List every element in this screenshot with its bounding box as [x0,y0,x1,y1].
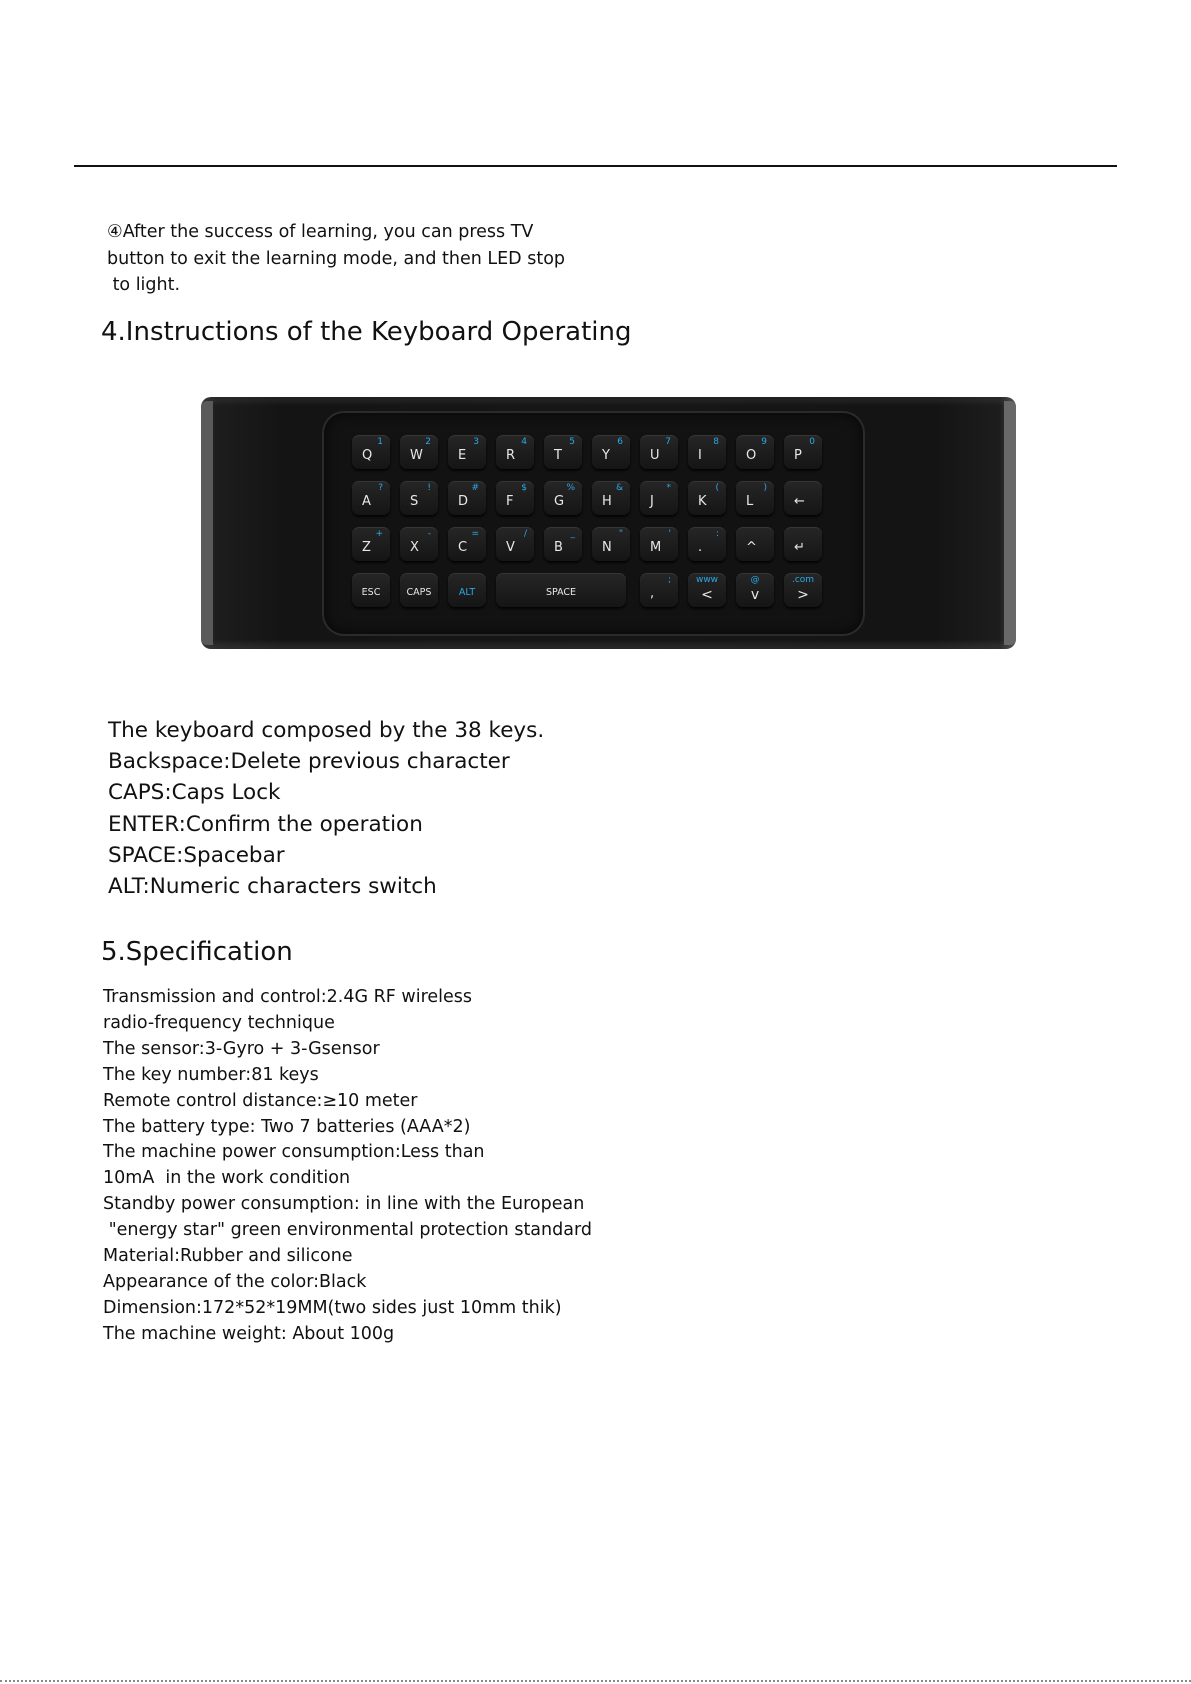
key [496,481,534,515]
key-alt-label: 4 [521,437,527,447]
spec-line: Appearance of the color:Black [103,1271,367,1292]
key-label: ESC [361,587,381,598]
key-alt-label: $ [521,483,527,493]
key-alt-label: @ [750,575,760,585]
section-5-heading: 5.Specification [101,937,293,967]
key-label: H [602,494,612,509]
key [544,481,582,515]
key-alt-label: ) [763,483,767,493]
key-alt-label: 2 [425,437,431,447]
key-alt-label: 6 [617,437,623,447]
key-label: ← [794,494,805,509]
key [448,527,486,561]
key-alt-label: - [427,529,431,539]
key-label: L [746,494,754,509]
spec-line: The battery type: Two 7 batteries (AAA*2) [103,1116,471,1137]
remote-right-edge [1004,401,1016,645]
key-label: ↵ [794,540,805,555]
key-alt-label: 9 [761,437,767,447]
spec-line: The machine weight: About 100g [103,1323,395,1344]
key [352,527,390,561]
key [640,527,678,561]
comma-key [640,573,678,607]
key-label: S [410,494,419,509]
key-label: Z [362,540,371,555]
spec-line: radio-frequency technique [103,1012,335,1033]
key-alt-label: ! [427,483,431,493]
spec-line: Remote control distance:≥10 meter [103,1090,418,1111]
key-alt-label: : [715,529,719,539]
key [496,527,534,561]
spec-line: Material:Rubber and silicone [103,1246,353,1267]
key-label: M [650,540,662,555]
key-label: V [506,540,515,555]
spec-line: Transmission and control:2.4G RF wireless [103,987,473,1007]
key-alt-label: & [615,483,623,493]
key-alt-label: 0 [809,437,815,447]
key-alt-label: + [375,529,383,539]
key [352,481,390,515]
key-label: Y [602,448,610,463]
key [448,481,486,515]
key [736,527,774,561]
key-alt-label: 5 [569,437,575,447]
key-label: , [650,586,655,601]
key-alt-label: # [471,483,479,493]
key [496,435,534,469]
caps-key [400,573,438,607]
right-arrow-key [784,573,822,607]
section-4-heading: 4.Instructions of the Keyboard Operating [101,317,632,347]
key-alt-label: % [566,483,575,493]
key [640,481,678,515]
key-label: . [698,540,703,555]
key-alt-label: 7 [665,437,671,447]
key [592,527,630,561]
key-alt-label: ; [667,575,671,585]
key [400,481,438,515]
spec-line: "energy star" green environmental protection standard [103,1220,592,1241]
esc-key [352,573,390,607]
key-label: SPACE [545,587,577,598]
key-label: W [410,448,423,463]
key [784,435,822,469]
key-label: A [362,494,371,509]
key-alt-label: .com [791,575,815,585]
key-label: I [698,448,702,463]
key [592,435,630,469]
spec-line: The key number:81 keys [103,1064,319,1085]
instruction-line: Backspace:Delete previous character [108,749,510,775]
key-alt-label: " [618,529,623,539]
key-alt-label: ? [378,483,383,493]
instruction-line: CAPS:Caps Lock [108,780,281,806]
instruction-line: ALT:Numeric characters switch [108,874,437,900]
key-label: O [746,448,757,463]
key-label: G [554,494,565,509]
space-key [496,573,626,607]
keypad [322,411,865,636]
key-label: X [410,540,419,555]
remote-keyboard-image [201,397,1016,649]
key-label: B [554,540,563,555]
key-alt-label: 8 [713,437,719,447]
key-alt-label: ' [668,529,671,539]
key-label: CAPS [406,587,432,598]
key-label: F [506,494,514,509]
key [784,527,822,561]
key-label: D [458,494,469,509]
key-label: E [458,448,467,463]
key-label: U [650,448,660,463]
key [736,481,774,515]
key-label: ^ [746,540,757,555]
key-label: T [554,448,562,463]
key [400,527,438,561]
key [736,435,774,469]
header-rule [74,165,1117,167]
key [688,527,726,561]
key [400,435,438,469]
key [784,481,822,515]
key [592,481,630,515]
key [448,435,486,469]
key [688,481,726,515]
page-bottom-edge [0,1680,1191,1684]
spec-line: The sensor:3-Gyro + 3-Gsensor [103,1038,380,1059]
instruction-line: The keyboard composed by the 38 keys. [108,718,545,743]
key-alt-label: * [666,483,671,493]
key-label: N [602,540,612,555]
key-label: P [794,448,802,463]
key-label: C [458,540,468,555]
down-arrow-key [736,573,774,607]
instruction-line: ENTER:Confirm the operation [108,811,423,837]
down-chevron-icon: v [750,587,760,603]
key-label: ALT [458,587,476,598]
specification-list [103,985,592,1348]
left-chevron-icon: < [701,587,713,603]
alt-key [448,573,486,607]
right-chevron-icon: > [797,587,809,603]
spec-line: Dimension:172*52*19MM(two sides just 10mm thik) [103,1297,562,1318]
key-alt-label: www [695,575,719,585]
key-label: J [650,494,654,509]
key [544,435,582,469]
key-alt-label: 1 [377,437,383,447]
key-alt-label: _ [570,529,575,539]
key [688,435,726,469]
key-alt-label: / [523,529,527,539]
key-alt-label: = [471,529,479,539]
left-arrow-key [688,573,726,607]
learning-note: ④After the success of learning, you can press TV button to exit the learning mode, and then LED stop to light. [107,222,566,295]
spec-line: 10mA in the work condition [103,1168,351,1189]
key [544,527,582,561]
key-label: Q [362,448,373,463]
spec-line: Standby power consumption: in line with the European [103,1194,585,1215]
key [640,435,678,469]
key [352,435,390,469]
key-label: K [698,494,707,509]
remote-left-edge [201,401,213,645]
instruction-line: SPACE:Spacebar [108,842,285,868]
spec-line: The machine power consumption:Less than [103,1142,485,1163]
key-alt-label: 3 [473,437,479,447]
key-alt-label: ( [715,483,719,493]
key-label: R [506,448,516,463]
keyboard-instructions [108,715,544,902]
